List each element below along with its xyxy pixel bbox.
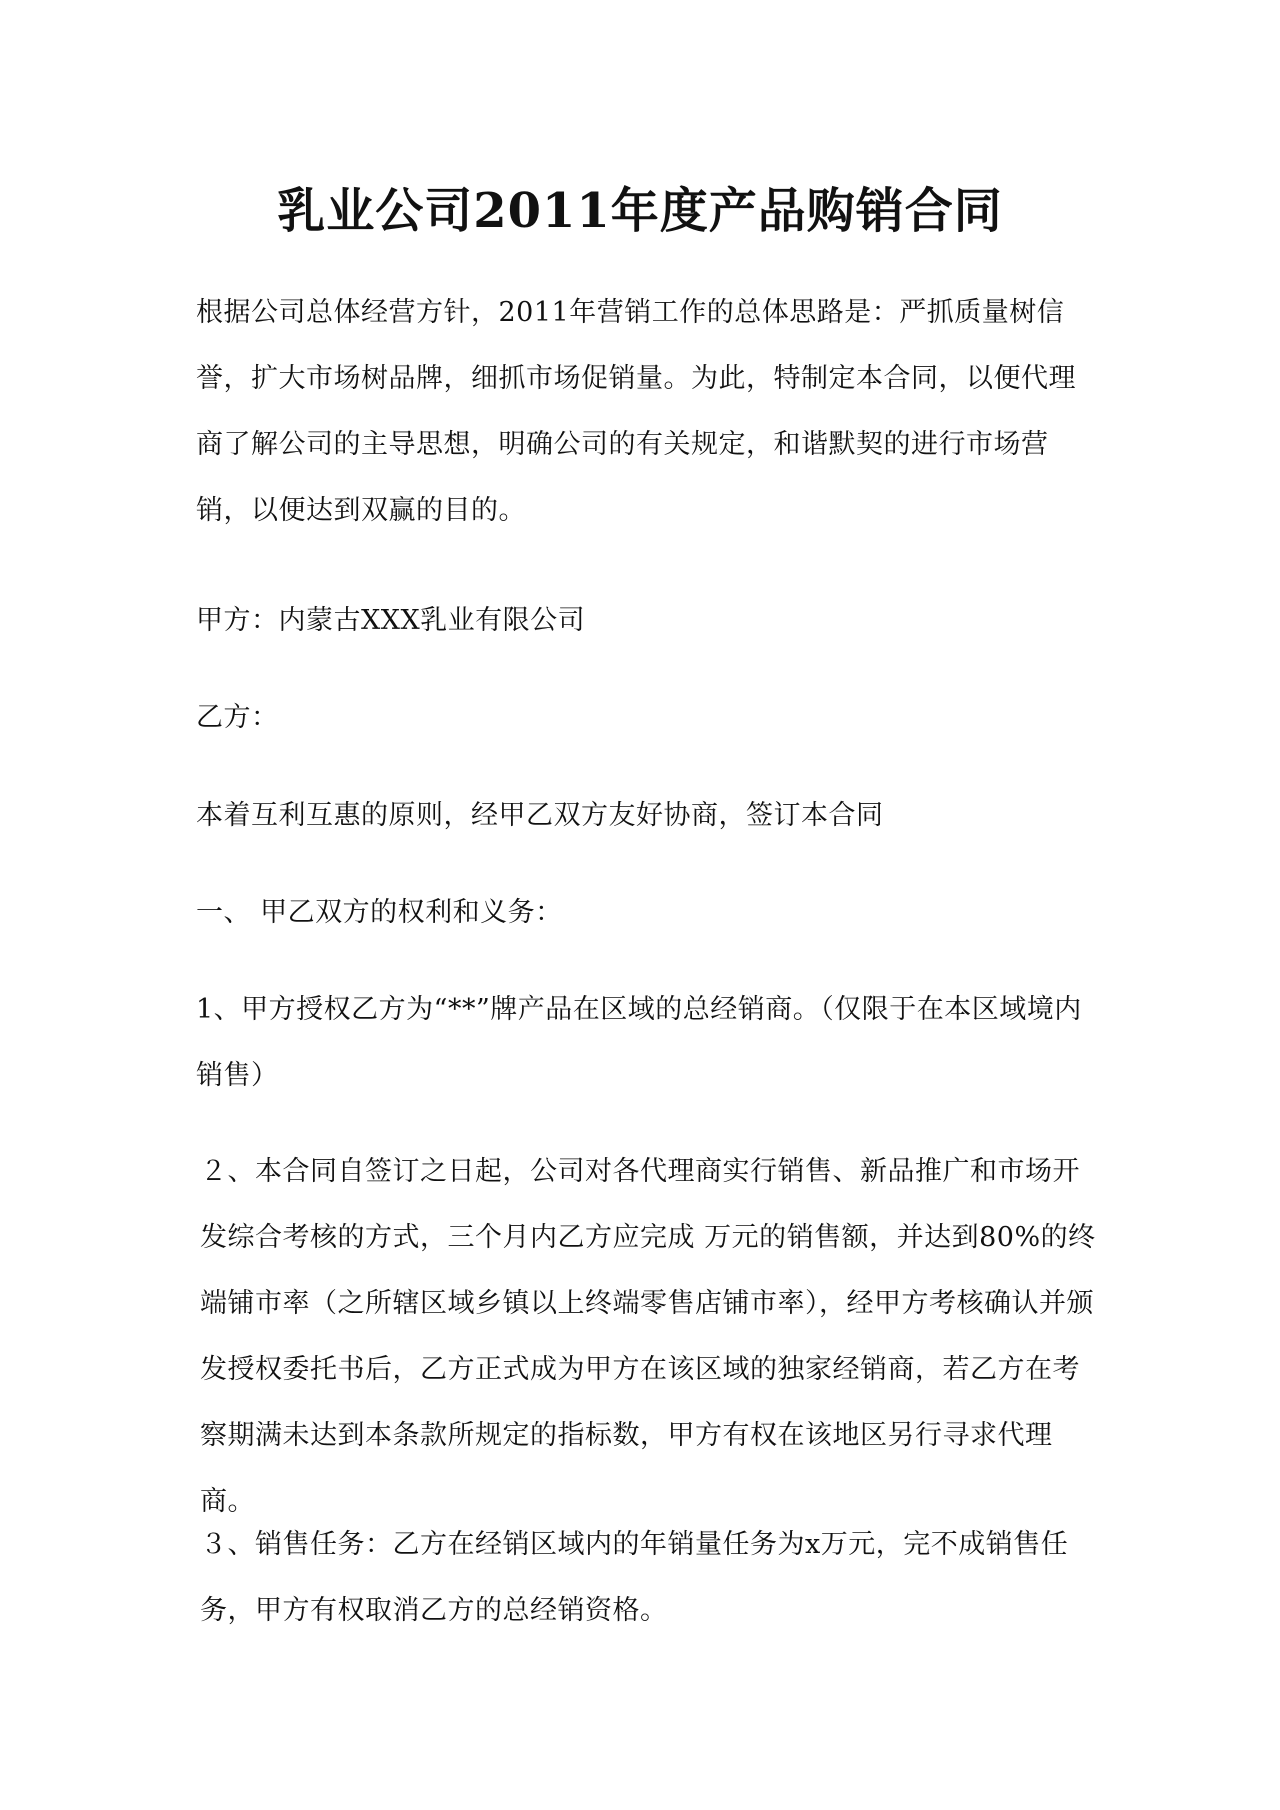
- section-heading-rights-obligations: 一、 甲乙双方的权利和义务：: [196, 897, 563, 928]
- clause-3: ３、销售任务：乙方在经销区域内的年销量任务为x万元，完不成销售任务，甲方有权取消乙方的总经销资格。: [200, 1529, 1069, 1626]
- intro-paragraph: 根据公司总体经营方针，2011年营销工作的总体思路是：严抓质量树信誉，扩大市场树品牌，细抓市场促销量。为此，特制定本合同，以便代理商了解公司的主导思想，明确公司的有关规定，和谐默契的进行市场营销，以便达到双赢的目的。: [196, 297, 1076, 526]
- document-title: 乳业公司2011年度产品购销合同: [277, 183, 1003, 239]
- party-b-line: 乙方：: [196, 702, 279, 733]
- agreement-statement: 本着互利互惠的原则，经甲乙双方友好协商，签订本合同: [196, 800, 884, 831]
- clause-2: ２、本合同自签订之日起，公司对各代理商实行销售、新品推广和市场开发综合考核的方式，三个月内乙方应完成 万元的销售额，并达到80%的终端铺市率（之所辖区域乡镇以上终端零售店铺市率），经甲方考核确认并颁发授权委托书后，乙方正式成为甲方在该区域的独家经销商，若乙方在考察期满未达到本条款所规定的指标数，甲方有权在该地区另行寻求代理商。: [200, 1156, 1096, 1517]
- party-a-line: 甲方：内蒙古XXX乳业有限公司: [196, 605, 586, 636]
- clause-1: 1、甲方授权乙方为“**”牌产品在区域的总经销商。（仅限于在本区域境内销售）: [196, 994, 1082, 1091]
